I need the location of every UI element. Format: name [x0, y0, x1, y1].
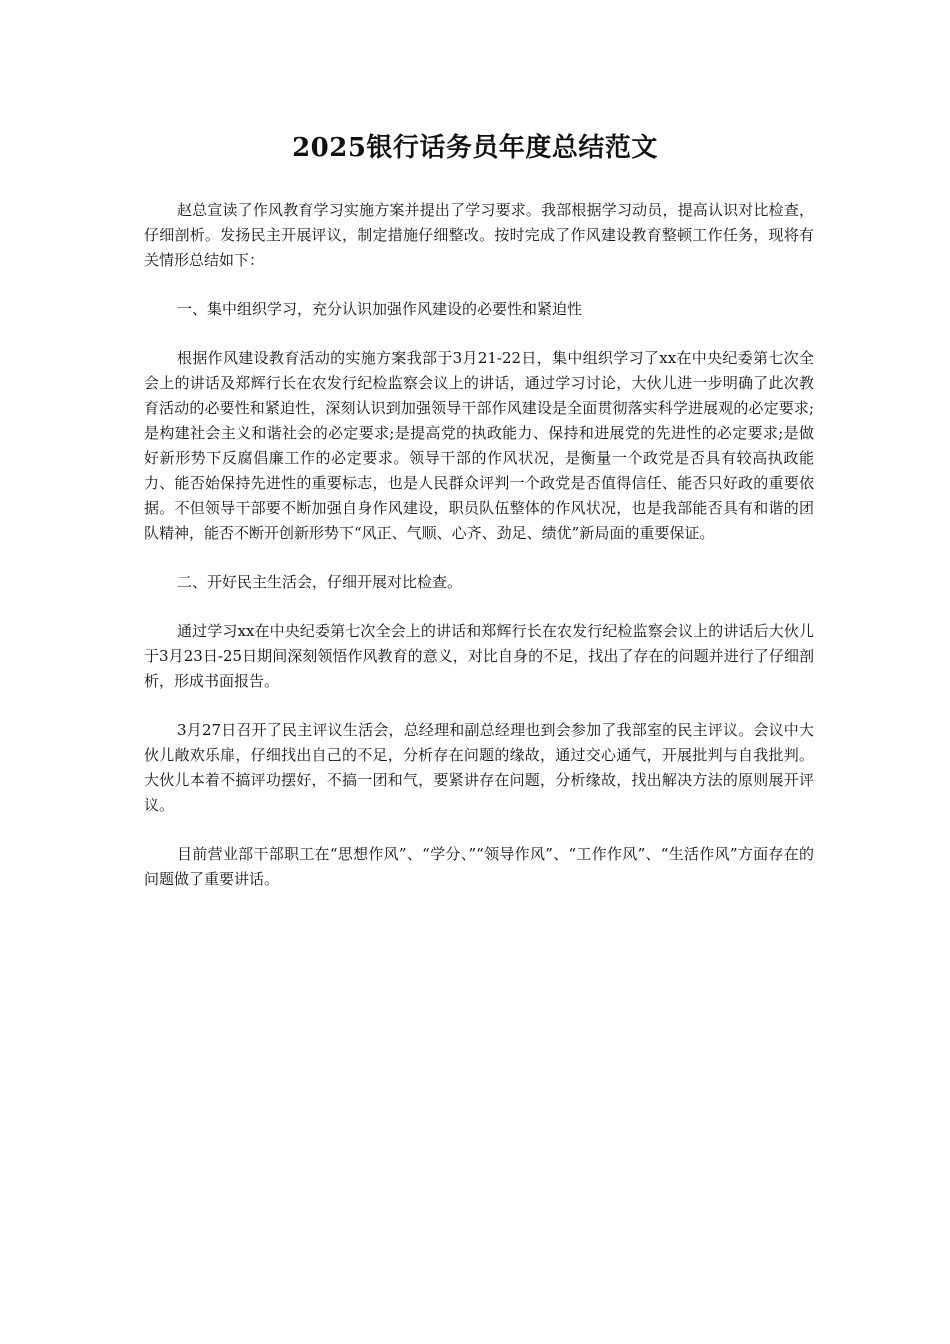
paragraph-meeting: 3月27日召开了民主评议生活会，总经理和副总经理也到会参加了我部室的民主评议。会议中大伙儿敞欢乐扉，仔细找出自己的不足，分析存在问题的缘故，通过交心通气，开展批判与自我批判。大伙儿本着不搞评功摆好，不搞一团和气，要紧讲存在问题，分析缘故，找出解决方法的原则展开评议。 [144, 721, 814, 814]
paragraph-study: 根据作风建设教育活动的实施方案我部于3月21-22日，集中组织学习了xx在中央纪委第七次全会上的讲话及郑辉行长在农发行纪检监察会议上的讲话，通过学习讨论，大伙儿进一步明确了此次教育活动的必要性和紧迫性，深刻认识到加强领导干部作风建设是全面贯彻落实科学进展观的必定要求;是构建社会主义和谐社会的必定要求;是提高党的执政能力、保持和进展党的先进性的必定要求;是做好新形势下反腐倡廉工作的必定要求。领导干部的作风状况，是衡量一个政党是否具有较高执政能力、能否始保持先进性的重要标志，也是人民群众评判一个政党是否值得信任、能否只好政的重要依据。不但领导干部要不断加强自身作风建设，职员队伍整体的作风状况，也是我部能否具有和谐的团队精神，能否不断开创新形势下“风正、气顺、心齐、劲足、绩优”新局面的重要保证。 [144, 349, 814, 542]
document-body [144, 198, 814, 916]
section-heading-2: 二、开好民主生活会，仔细开展对比检查。 [177, 573, 463, 591]
document-title: 2025银行话务员年度总结范文 [292, 133, 658, 163]
paragraph-review: 通过学习xx在中央纪委第七次全会上的讲话和郑辉行长在农发行纪检监察会议上的讲话后大伙儿于3月23日-25日期间深刻领悟作风教育的意义，对比自身的不足，找出了存在的问题并进行了仔细剖析，形成书面报告。 [144, 622, 814, 690]
paragraph-intro: 赵总宣读了作风教育学习实施方案并提出了学习要求。我部根据学习动员，提高认识对比检查，仔细剖析。发扬民主开展评议，制定措施仔细整改。按时完成了作风建设教育整顿工作任务，现将有关情形总结如下： [144, 201, 814, 269]
section-heading-1: 一、集中组织学习，充分认识加强作风建设的必要性和紧迫性 [177, 300, 583, 318]
paragraph-closing: 目前营业部干部职工在“思想作风”、“学分、”“领导作风”、“工作作风”、“生活作风”方面存在的问题做了重要讲话。 [144, 845, 814, 888]
